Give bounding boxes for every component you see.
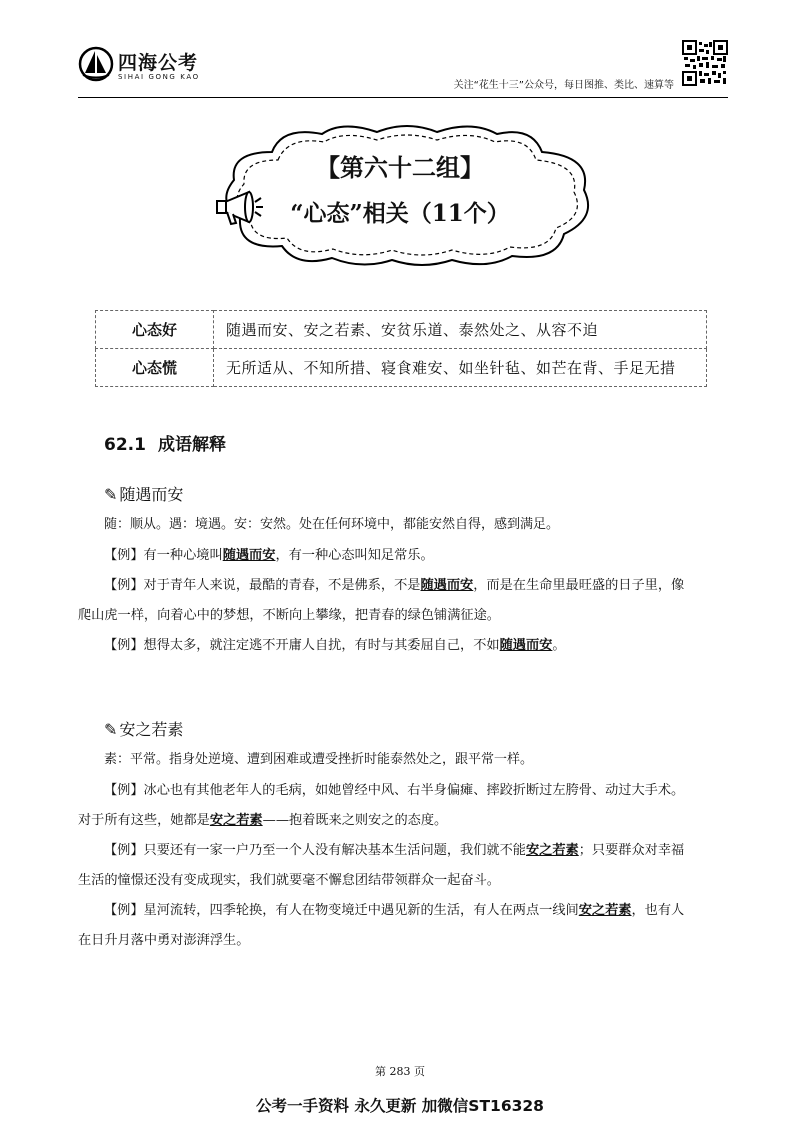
table-value: 无所适从、不知所措、寝食难安、如坐针毡、如芒在背、手足无措 (214, 349, 707, 387)
idiom-name: 随遇而安 (119, 485, 184, 504)
logo-subtitle: SIHAI GONG KAO (118, 73, 200, 81)
example-paragraph: 【例】有一种心境叫随遇而安，有一种心态叫知足常乐。 (104, 548, 434, 563)
mindset-table (95, 310, 707, 387)
table-key: 心态好 (96, 311, 214, 349)
idiom-highlight: 随遇而安 (420, 578, 474, 593)
qr-code-icon (682, 40, 728, 86)
page-header (78, 40, 728, 96)
example-paragraph: 【例】冰心也有其他老年人的毛病，如她曾经中风、右半身偏瘫、摔跤折断过左胯骨、动过大手术。 (104, 783, 685, 798)
topic-title: “心态”相关（11个） (290, 200, 510, 227)
example-paragraph: 【例】星河流转，四季轮换，有人在物变境迁中遇见新的生活，有人在两点一线间安之若素，也有人 在日升月落中勇对澎湃浮生。 (78, 903, 685, 948)
pen-icon: ✎ (104, 485, 118, 504)
example-paragraph: 对于所有这些，她都是安之若素——抱着既来之则安之的态度。 (78, 813, 448, 828)
idiom-name: 安之若素 (119, 720, 184, 739)
footer-banner: 公考一手资料 永久更新 加微信ST16328 (256, 1097, 544, 1115)
example-paragraph: 【例】只要还有一家一户乃至一个人没有解决基本生活问题，我们就不能安之若素；只要群众对幸福 生活的憧憬还没有变成现实，我们就要毫不懈怠团结带领群众一起奋斗。 (78, 843, 685, 888)
group-title: 【第六十二组】 (316, 153, 484, 182)
table-row (96, 311, 707, 349)
idiom-highlight: 安之若素 (209, 813, 263, 828)
idiom-heading (104, 482, 183, 505)
section-number: 62.1 (104, 435, 146, 455)
idiom-highlight: 随遇而安 (222, 548, 276, 563)
section-heading (104, 430, 226, 455)
idiom-highlight: 安之若素 (578, 903, 632, 918)
example-paragraph: 【例】对于青年人来说，最酷的青春，不是佛系，不是随遇而安，而是在生命里最旺盛的日子里，像 爬山虎一样，向着心中的梦想，不断向上攀缘，把青春的绿色铺满征途。 (78, 578, 685, 623)
page-number: 第 283 页 (375, 1065, 425, 1078)
sailboat-logo-icon (78, 46, 114, 82)
table-row (96, 349, 707, 387)
header-slogan: 关注“花生十三”公众号，每日图推、类比、速算等 (453, 80, 674, 91)
idiom-heading (104, 717, 183, 740)
header-divider (78, 97, 728, 98)
logo (78, 46, 208, 86)
idiom-meaning: 随：顺从。遇：境遇。安：安然。处在任何环境中，都能安然自得，感到满足。 (104, 517, 560, 532)
pen-icon: ✎ (104, 720, 118, 739)
idiom-highlight: 安之若素 (526, 843, 579, 858)
idiom-highlight: 随遇而安 (499, 638, 553, 653)
section-title: 成语解释 (157, 435, 226, 455)
table-value: 随遇而安、安之若素、安贫乐道、泰然处之、从容不迫 (214, 311, 707, 349)
idiom-meaning: 素：平常。指身处逆境、遭到困难或遭受挫折时能泰然处之，跟平常一样。 (104, 752, 534, 767)
logo-name: 四海公考 (118, 52, 199, 74)
table-key: 心态慌 (96, 349, 214, 387)
example-paragraph: 【例】想得太多，就注定逃不开庸人自扰，有时与其委屈自己，不如随遇而安。 (104, 638, 566, 653)
